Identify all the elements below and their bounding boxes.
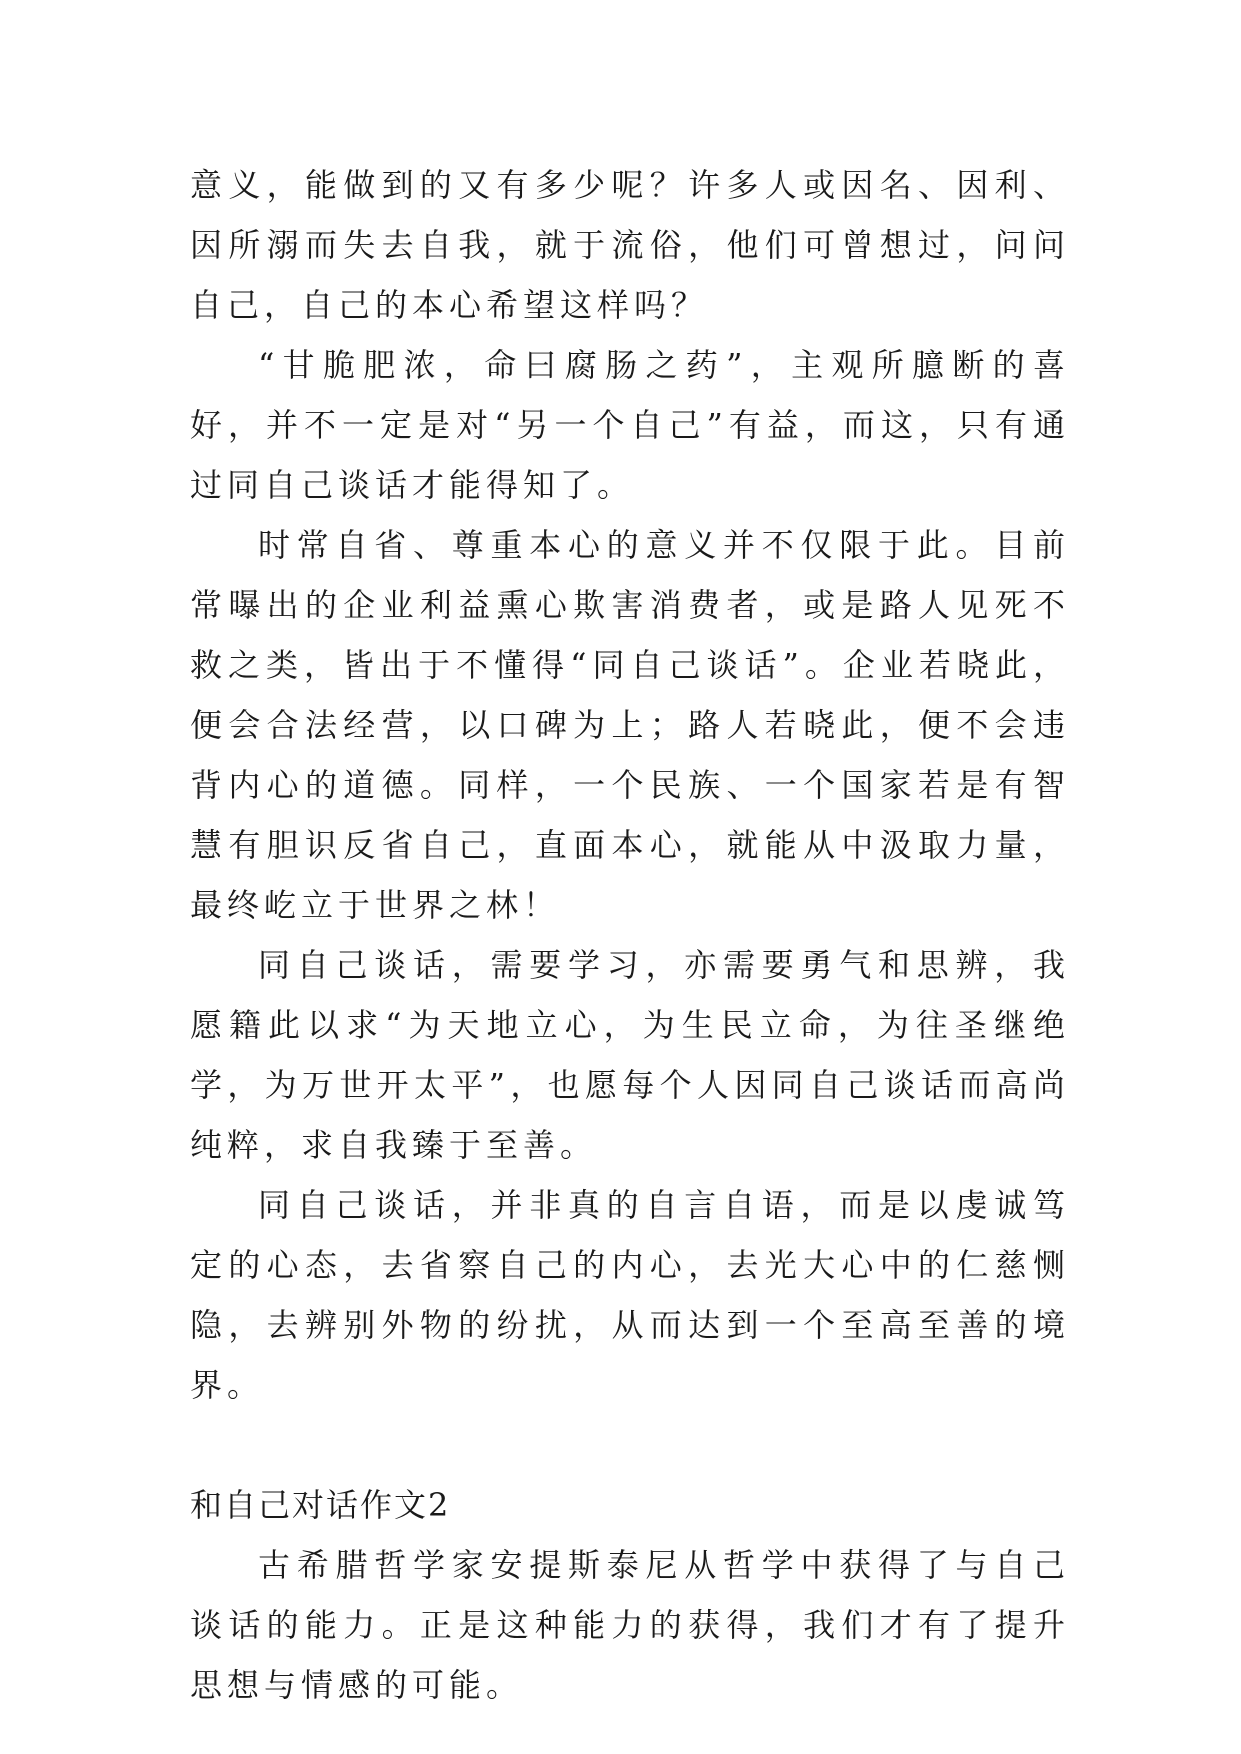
paragraph: 同自己谈话，需要学习，亦需要勇气和思辨，我愿籍此以求“为天地立心，为生民立命，为往圣继绝学，为万世开太平”，也愿每个人因同自己谈话而高尚纯粹，求自我臻于至善。 [190,946,1070,1164]
paragraph: 同自己谈话，并非真的自言自语，而是以虔诚笃定的心态，去省察自己的内心，去光大心中的仁慈恻隐，去辨别外物的纷扰，从而达到一个至高至善的境界。 [190,1186,1070,1404]
paragraph: 古希腊哲学家安提斯泰尼从哲学中获得了与自己谈话的能力。正是这种能力的获得，我们才有了提升思想与情感的可能。 [190,1546,1070,1704]
paragraph: 时常自省、尊重本心的意义并不仅限于此。目前常曝出的企业利益熏心欺害消费者，或是路人见死不救之类，皆出于不懂得“同自己谈话”。企业若晓此，便会合法经营，以口碑为上；路人若晓此，便不会违背内心的道德。同样，一个民族、一个国家若是有智慧有胆识反省自己，直面本心，就能从中汲取力量，最终屹立于世界之林！ [190,526,1070,924]
paragraph-continuation: 意义，能做到的又有多少呢？许多人或因名、因利、因所溺而失去自我，就于流俗，他们可曾想过，问问自己，自己的本心希望这样吗？ [190,166,1070,324]
document-body [190,155,1070,1715]
section-heading: 和自己对话作文2 [190,1486,451,1524]
paragraph: “甘脆肥浓，命曰腐肠之药”，主观所臆断的喜好，并不一定是对“另一个自己”有益，而这，只有通过同自己谈话才能得知了。 [190,346,1070,504]
